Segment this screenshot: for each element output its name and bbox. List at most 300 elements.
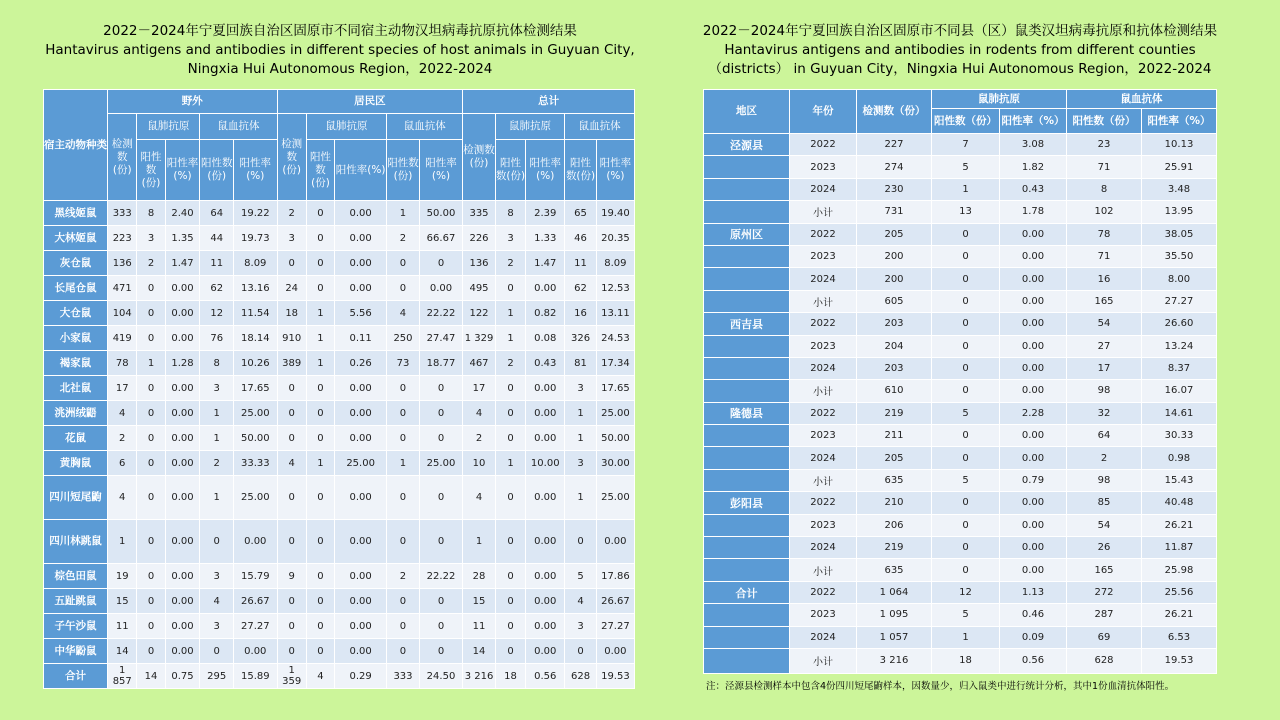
year-cell: 2024 [790, 357, 857, 379]
year-cell: 2023 [790, 156, 857, 178]
right-title-en-line1: Hantavirus antigens and antibodies in rodents from different counties [724, 42, 1196, 58]
table-row [704, 313, 1217, 335]
right-title-en-line2: （districts） in Guyuan City，Ningxia Hui Autonomous Region，2022-2024 [708, 61, 1212, 77]
data-cell: 0 [137, 589, 165, 614]
district-cell [704, 447, 790, 469]
year-cell: 2022 [790, 581, 857, 603]
right-table-title [640, 22, 1280, 79]
data-cell: 0 [137, 451, 165, 476]
data-cell: 1 [306, 451, 334, 476]
table-row [704, 604, 1217, 626]
antigen-header: 鼠肺抗原 [495, 114, 565, 140]
data-cell: 18 [277, 301, 306, 326]
data-cell: 0.26 [335, 351, 387, 376]
data-cell: 3.48 [1142, 178, 1217, 200]
data-cell: 6.53 [1142, 626, 1217, 648]
data-cell: 0.00 [526, 614, 565, 639]
positive-rate-header: 阳性率（%） [1000, 109, 1067, 134]
data-cell: 64 [1067, 425, 1142, 447]
data-cell: 1 [387, 201, 420, 226]
data-cell: 0.46 [1000, 604, 1067, 626]
data-cell: 0.00 [165, 520, 200, 564]
table-row [704, 559, 1217, 581]
data-cell: 4 [306, 664, 334, 689]
district-cell [704, 290, 790, 312]
species-name: 大仓鼠 [44, 301, 108, 326]
data-cell: 38.05 [1142, 223, 1217, 245]
data-cell: 3 [200, 564, 234, 589]
data-cell: 0.00 [234, 520, 277, 564]
data-cell: 0.00 [526, 276, 565, 301]
data-cell: 1 [108, 520, 137, 564]
data-cell: 28 [463, 564, 496, 589]
data-cell: 0.00 [335, 401, 387, 426]
data-cell: 0 [495, 426, 525, 451]
data-cell: 467 [463, 351, 496, 376]
data-cell: 8 [200, 351, 234, 376]
data-cell: 230 [857, 178, 932, 200]
data-cell: 0.00 [1000, 245, 1067, 267]
tested-header: 检测数(份) [463, 114, 496, 201]
year-cell: 2024 [790, 537, 857, 559]
species-name: 小家鼠 [44, 326, 108, 351]
data-cell: 1.78 [1000, 201, 1067, 223]
data-cell: 0 [277, 589, 306, 614]
data-cell: 0 [932, 447, 1000, 469]
table-row [44, 589, 635, 614]
data-cell: 0.00 [526, 376, 565, 401]
data-cell: 17.86 [596, 564, 634, 589]
data-cell: 0 [387, 476, 420, 520]
year-cell: 小计 [790, 469, 857, 491]
data-cell: 23 [1067, 134, 1142, 156]
data-cell: 0 [306, 639, 334, 664]
data-cell: 0.00 [165, 401, 200, 426]
right-title-cn: 2022－2024年宁夏回族自治区固原市不同县（区）鼠类汉坦病毒抗原和抗体检测结果 [702, 23, 1218, 39]
year-cell: 2023 [790, 514, 857, 536]
data-cell: 19 [108, 564, 137, 589]
data-cell: 122 [463, 301, 496, 326]
data-cell: 0.00 [1000, 447, 1067, 469]
table-row [704, 178, 1217, 200]
data-cell: 1 [565, 401, 597, 426]
data-cell: 0.00 [335, 564, 387, 589]
data-cell: 0 [387, 276, 420, 301]
data-cell: 165 [1067, 290, 1142, 312]
data-cell: 205 [857, 447, 932, 469]
data-cell: 2 [277, 201, 306, 226]
district-name: 泾源县 [704, 134, 790, 156]
data-cell: 27.27 [1142, 290, 1217, 312]
data-cell: 15.79 [234, 564, 277, 589]
species-name: 花鼠 [44, 426, 108, 451]
data-cell: 335 [463, 201, 496, 226]
data-cell: 2.28 [1000, 402, 1067, 424]
data-cell: 0 [419, 251, 462, 276]
data-cell: 15.43 [1142, 469, 1217, 491]
district-name: 原州区 [704, 223, 790, 245]
data-cell: 71 [1067, 245, 1142, 267]
data-cell: 0.00 [335, 639, 387, 664]
species-name: 黄胸鼠 [44, 451, 108, 476]
host-species-table-body [44, 201, 635, 689]
table-row [704, 223, 1217, 245]
antibody-header: 鼠血抗体 [1067, 90, 1217, 109]
data-cell: 0.00 [526, 639, 565, 664]
table-row [44, 639, 635, 664]
data-cell: 62 [565, 276, 597, 301]
data-cell: 0 [277, 639, 306, 664]
data-cell: 26 [1067, 537, 1142, 559]
data-cell: 3 [565, 614, 597, 639]
data-cell: 0 [932, 290, 1000, 312]
data-cell: 0.00 [1000, 313, 1067, 335]
district-cell [704, 357, 790, 379]
data-cell: 85 [1067, 492, 1142, 514]
data-cell: 17 [1067, 357, 1142, 379]
table-row [704, 626, 1217, 648]
year-cell: 2022 [790, 402, 857, 424]
year-header: 年份 [790, 90, 857, 134]
data-cell: 3 [200, 614, 234, 639]
data-cell: 0.00 [335, 476, 387, 520]
data-cell: 11 [108, 614, 137, 639]
left-title-cn: 2022－2024年宁夏回族自治区固原市不同宿主动物汉坦病毒抗原抗体检测结果 [103, 23, 577, 39]
left-title-en-line2: Ningxia Hui Autonomous Region，2022-2024 [187, 61, 493, 77]
table-row [44, 520, 635, 564]
data-cell: 226 [463, 226, 496, 251]
data-cell: 0 [306, 226, 334, 251]
data-cell: 0.00 [1000, 223, 1067, 245]
data-cell: 0 [495, 376, 525, 401]
data-cell: 0.00 [1000, 514, 1067, 536]
data-cell: 0 [137, 276, 165, 301]
data-cell: 274 [857, 156, 932, 178]
positive-rate-header: 阳性率(%) [165, 140, 200, 201]
data-cell: 635 [857, 559, 932, 581]
data-cell: 1 359 [277, 664, 306, 689]
year-cell: 2024 [790, 447, 857, 469]
district-cell [704, 604, 790, 626]
table-row [704, 447, 1217, 469]
district-cell [704, 268, 790, 290]
host-species-table [43, 89, 635, 689]
species-header: 宿主动物种类 [44, 90, 108, 201]
data-cell: 4 [108, 476, 137, 520]
data-cell: 4 [108, 401, 137, 426]
data-cell: 71 [1067, 156, 1142, 178]
data-cell: 0 [137, 614, 165, 639]
data-cell: 419 [108, 326, 137, 351]
data-cell: 10 [463, 451, 496, 476]
data-cell: 0 [419, 401, 462, 426]
data-cell: 11 [463, 614, 496, 639]
data-cell: 1 [306, 326, 334, 351]
antigen-header: 鼠肺抗原 [306, 114, 386, 140]
data-cell: 15.89 [234, 664, 277, 689]
positive-count-header: 阳性数（份） [932, 109, 1000, 134]
data-cell: 2 [108, 426, 137, 451]
year-cell: 小计 [790, 559, 857, 581]
footnote: 注：泾源县检测样本中包含4份四川短尾鼩样本，因数量少，归入鼠类中进行统计分析，其中1份血清抗体阳性。 [706, 681, 1175, 692]
data-cell: 0 [306, 376, 334, 401]
data-cell: 8.37 [1142, 357, 1217, 379]
data-cell: 1 [565, 476, 597, 520]
table-row [704, 648, 1217, 673]
data-cell: 30.33 [1142, 425, 1217, 447]
data-cell: 0 [137, 520, 165, 564]
data-cell: 27.27 [234, 614, 277, 639]
district-cell [704, 425, 790, 447]
district-cell [704, 648, 790, 673]
data-cell: 1.33 [526, 226, 565, 251]
data-cell: 1 [932, 626, 1000, 648]
tested-header: 检测数(份) [108, 114, 137, 201]
data-cell: 0.29 [335, 664, 387, 689]
year-cell: 2022 [790, 223, 857, 245]
data-cell: 5 [932, 156, 1000, 178]
data-cell: 2 [387, 564, 420, 589]
data-cell: 0.00 [165, 301, 200, 326]
data-cell: 0.00 [335, 226, 387, 251]
positive-count-header: 阳性数(份) [137, 140, 165, 201]
data-cell: 1 [306, 301, 334, 326]
data-cell: 19.53 [596, 664, 634, 689]
data-cell: 206 [857, 514, 932, 536]
data-cell: 18.77 [419, 351, 462, 376]
district-cell [704, 469, 790, 491]
data-cell: 11 [200, 251, 234, 276]
data-cell: 12 [200, 301, 234, 326]
species-name: 棕色田鼠 [44, 564, 108, 589]
data-cell: 203 [857, 313, 932, 335]
data-cell: 9 [277, 564, 306, 589]
table-row [704, 201, 1217, 223]
data-cell: 0 [306, 614, 334, 639]
data-cell: 10.13 [1142, 134, 1217, 156]
data-cell: 2 [495, 351, 525, 376]
data-cell: 0.00 [1000, 290, 1067, 312]
species-name: 合计 [44, 664, 108, 689]
data-cell: 27.47 [419, 326, 462, 351]
data-cell: 0.00 [165, 639, 200, 664]
data-cell: 0.00 [1000, 380, 1067, 402]
data-cell: 5 [932, 604, 1000, 626]
data-cell: 0 [137, 564, 165, 589]
data-cell: 13.95 [1142, 201, 1217, 223]
data-cell: 0.00 [526, 476, 565, 520]
data-cell: 0 [277, 251, 306, 276]
data-cell: 3.08 [1000, 134, 1067, 156]
data-cell: 250 [387, 326, 420, 351]
data-cell: 17 [463, 376, 496, 401]
data-cell: 20.35 [596, 226, 634, 251]
data-cell: 16 [1067, 268, 1142, 290]
data-cell: 2.39 [526, 201, 565, 226]
data-cell: 7 [932, 134, 1000, 156]
data-cell: 2.40 [165, 201, 200, 226]
data-cell: 272 [1067, 581, 1142, 603]
data-cell: 17.65 [234, 376, 277, 401]
data-cell: 1 [463, 520, 496, 564]
data-cell: 18.14 [234, 326, 277, 351]
data-cell: 11.87 [1142, 537, 1217, 559]
data-cell: 0.00 [165, 564, 200, 589]
district-cell [704, 335, 790, 357]
data-cell: 0.00 [1000, 559, 1067, 581]
year-cell: 2024 [790, 178, 857, 200]
data-cell: 3 216 [463, 664, 496, 689]
data-cell: 0.00 [335, 201, 387, 226]
data-cell: 0 [137, 639, 165, 664]
data-cell: 35.50 [1142, 245, 1217, 267]
data-cell: 22.22 [419, 564, 462, 589]
data-cell: 0 [932, 559, 1000, 581]
data-cell: 0 [277, 520, 306, 564]
data-cell: 3 [565, 376, 597, 401]
data-cell: 11 [565, 251, 597, 276]
data-cell: 0 [306, 589, 334, 614]
antibody-header: 鼠血抗体 [565, 114, 635, 140]
data-cell: 0.09 [1000, 626, 1067, 648]
data-cell: 19.53 [1142, 648, 1217, 673]
data-cell: 17.34 [596, 351, 634, 376]
data-cell: 104 [108, 301, 137, 326]
data-cell: 10.00 [526, 451, 565, 476]
data-cell: 8.00 [1142, 268, 1217, 290]
data-cell: 1 [495, 301, 525, 326]
data-cell: 1 [565, 426, 597, 451]
data-cell: 0.56 [526, 664, 565, 689]
table-row [44, 301, 635, 326]
data-cell: 24.50 [419, 664, 462, 689]
data-cell: 102 [1067, 201, 1142, 223]
table-row [704, 335, 1217, 357]
data-cell: 13 [932, 201, 1000, 223]
data-cell: 27 [1067, 335, 1142, 357]
antibody-header: 鼠血抗体 [387, 114, 463, 140]
year-cell: 2024 [790, 626, 857, 648]
positive-count-header: 阳性数(份) [495, 140, 525, 201]
species-name: 子午沙鼠 [44, 614, 108, 639]
data-cell: 17.65 [596, 376, 634, 401]
positive-count-header: 阳性数(份) [565, 140, 597, 201]
data-cell: 25.00 [419, 451, 462, 476]
data-cell: 0.79 [1000, 469, 1067, 491]
left-table-title [20, 22, 660, 79]
data-cell: 227 [857, 134, 932, 156]
data-cell: 0 [932, 335, 1000, 357]
table-row [704, 156, 1217, 178]
data-cell: 0 [137, 426, 165, 451]
data-cell: 0 [419, 520, 462, 564]
data-cell: 0 [387, 639, 420, 664]
table-row [704, 425, 1217, 447]
data-cell: 26.21 [1142, 514, 1217, 536]
data-cell: 10.26 [234, 351, 277, 376]
data-cell: 333 [387, 664, 420, 689]
data-cell: 0 [932, 223, 1000, 245]
year-cell: 2023 [790, 245, 857, 267]
table-row [44, 251, 635, 276]
data-cell: 0 [306, 201, 334, 226]
data-cell: 25.00 [234, 401, 277, 426]
data-cell: 76 [200, 326, 234, 351]
data-cell: 0 [277, 476, 306, 520]
data-cell: 5.56 [335, 301, 387, 326]
data-cell: 0.00 [335, 614, 387, 639]
data-cell: 44 [200, 226, 234, 251]
data-cell: 5 [565, 564, 597, 589]
data-cell: 0 [932, 380, 1000, 402]
data-cell: 54 [1067, 313, 1142, 335]
data-cell: 25.56 [1142, 581, 1217, 603]
data-cell: 1 057 [857, 626, 932, 648]
table-row [44, 401, 635, 426]
data-cell: 731 [857, 201, 932, 223]
data-cell: 25.98 [1142, 559, 1217, 581]
data-cell: 0 [495, 614, 525, 639]
left-title-en-line1: Hantavirus antigens and antibodies in different species of host animals in Guyuan City, [45, 42, 635, 58]
data-cell: 32 [1067, 402, 1142, 424]
data-cell: 211 [857, 425, 932, 447]
data-cell: 5 [932, 469, 1000, 491]
data-cell: 0 [137, 326, 165, 351]
data-cell: 0.43 [526, 351, 565, 376]
data-cell: 0 [932, 357, 1000, 379]
data-cell: 0 [495, 589, 525, 614]
year-cell: 2022 [790, 313, 857, 335]
data-cell: 0 [495, 564, 525, 589]
data-cell: 0 [306, 520, 334, 564]
data-cell: 0 [495, 520, 525, 564]
data-cell: 18 [495, 664, 525, 689]
data-cell: 0.00 [165, 326, 200, 351]
data-cell: 24.53 [596, 326, 634, 351]
data-cell: 0.00 [526, 520, 565, 564]
data-cell: 0.11 [335, 326, 387, 351]
data-cell: 0 [277, 426, 306, 451]
positive-rate-header: 阳性率(%) [419, 140, 462, 201]
data-cell: 0 [565, 520, 597, 564]
data-cell: 15 [463, 589, 496, 614]
data-cell: 62 [200, 276, 234, 301]
data-cell: 0 [277, 401, 306, 426]
data-cell: 205 [857, 223, 932, 245]
data-cell: 910 [277, 326, 306, 351]
data-cell: 19.40 [596, 201, 634, 226]
data-cell: 0 [932, 514, 1000, 536]
data-cell: 0 [387, 251, 420, 276]
data-cell: 81 [565, 351, 597, 376]
region-header: 地区 [704, 90, 790, 134]
data-cell: 605 [857, 290, 932, 312]
data-cell: 26.67 [234, 589, 277, 614]
data-cell: 0.00 [526, 426, 565, 451]
data-cell: 3 [277, 226, 306, 251]
data-cell: 0 [387, 614, 420, 639]
data-cell: 389 [277, 351, 306, 376]
data-cell: 2 [387, 226, 420, 251]
data-cell: 1 [932, 178, 1000, 200]
data-cell: 8 [495, 201, 525, 226]
data-cell: 0.00 [526, 589, 565, 614]
data-cell: 1.47 [165, 251, 200, 276]
positive-rate-header: 阳性率(%) [526, 140, 565, 201]
data-cell: 0 [932, 492, 1000, 514]
data-cell: 0 [419, 639, 462, 664]
data-cell: 0 [306, 426, 334, 451]
